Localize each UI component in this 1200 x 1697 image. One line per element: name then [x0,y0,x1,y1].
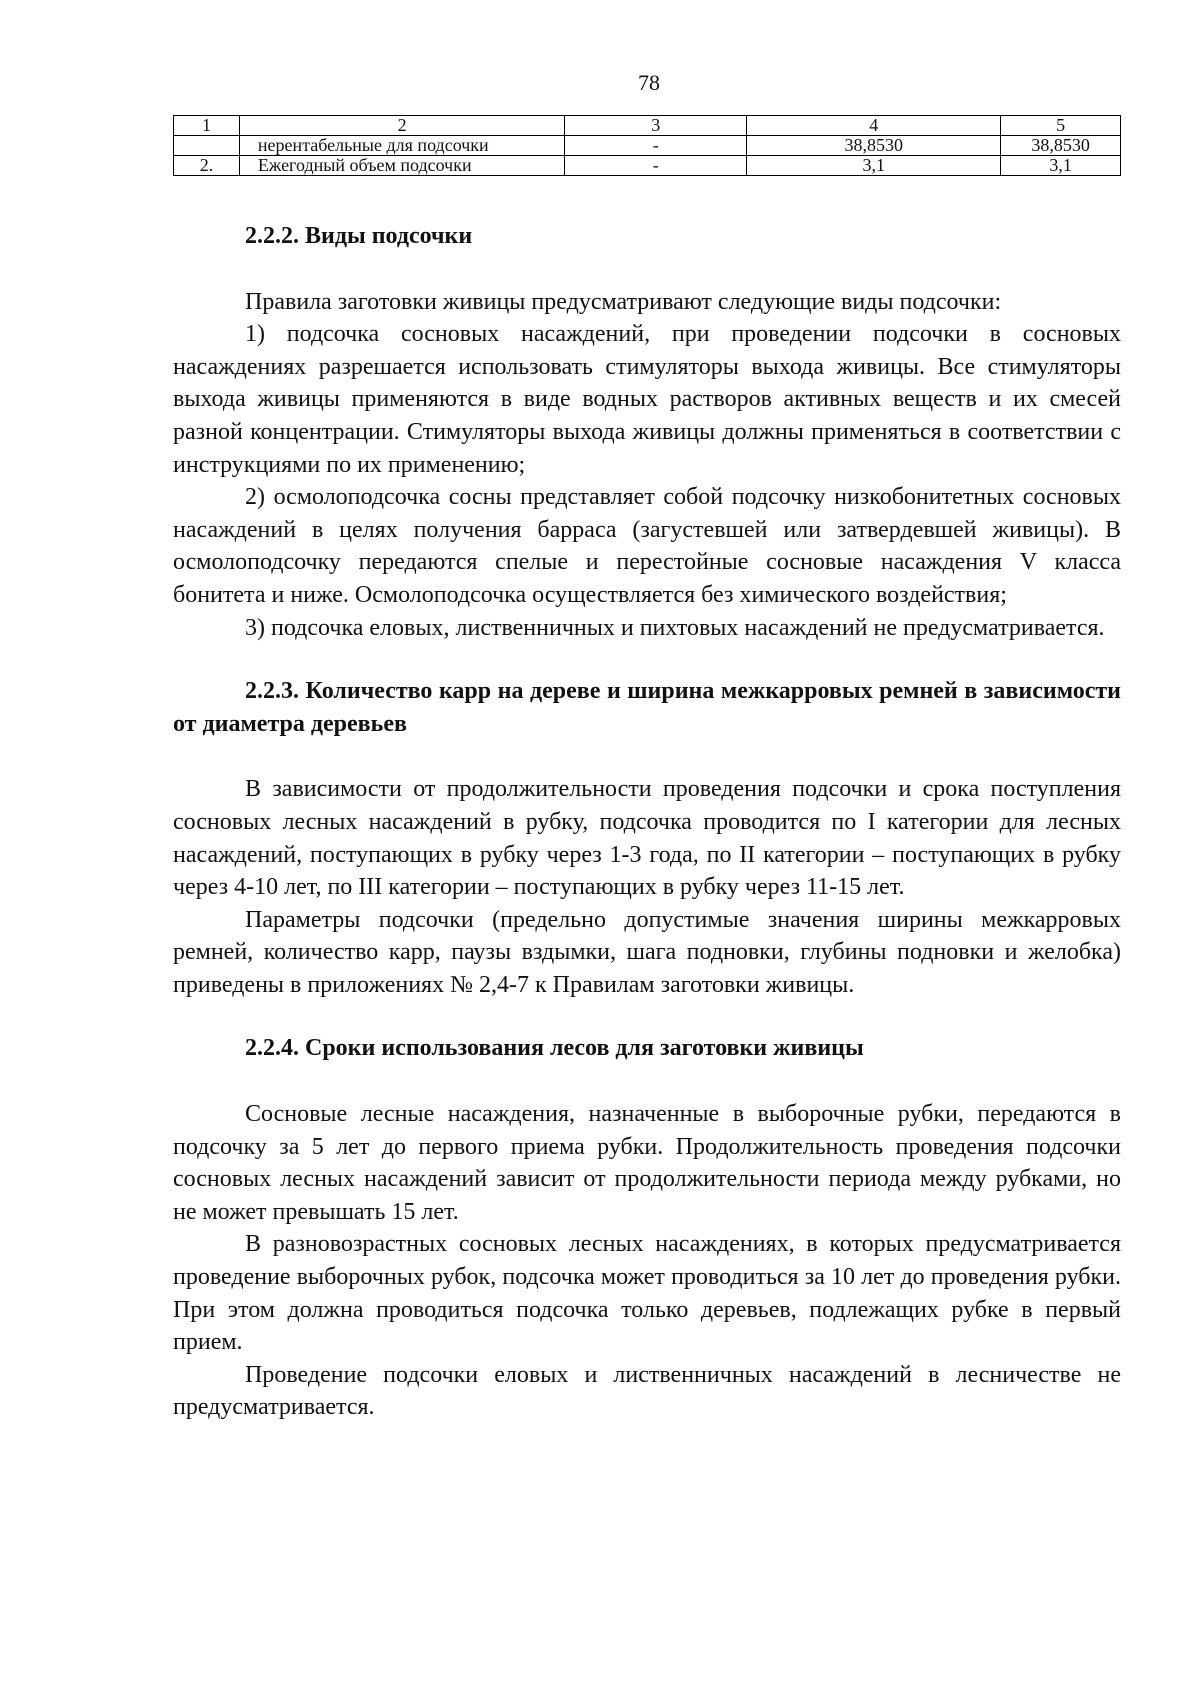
paragraph: В разновозрастных сосновых лесных насаждениях, в которых предусматривается проведение выборочных рубок, подсочка может проводиться за 10 лет до проведения рубки. При этом должна проводиться подсочка только деревьев, подлежащих рубке в первый прием. [173,1231,1121,1356]
table-cell: 3,1 [747,156,1001,176]
paragraph: В зависимости от продолжительности проведения подсочки и срока поступления сосновых лесных насаждений в рубку, подсочка проводится по I категории для лесных насаждений, поступающих в рубку через 1-3 года, по II категории – поступающих в рубку через 4-10 лет, по III категории – поступающих в рубку через 11-15 лет. [173,776,1121,901]
table-cell: 38,8530 [1001,136,1121,156]
table-header-cell: 1 [174,116,240,136]
table-cell: - [565,136,747,156]
table-row [174,156,1121,176]
table-cell: 38,8530 [747,136,1001,156]
page-number: 78 [638,70,660,95]
list-item: 1) подсочка сосновых насаждений, при проведении подсочки в сосновых насаждениях разрешается использовать стимуляторы выхода живицы. Все стимуляторы выхода живицы применяются в виде водных растворов активных веществ и их смесей разной концентрации. Стимуляторы выхода живицы должны применяться в соответствии с инструкциями по их применению; [173,321,1121,478]
paragraph: Сосновые лесные насаждения, назначенные в выборочные рубки, передаются в подсочку за 5 лет до первого приема рубки. Продолжительность проведения подсочки сосновых лесных насаждений зависит от продолжительности периода между рубками, но не может превышать 15 лет. [173,1101,1121,1225]
table-cell [174,136,240,156]
table-row [174,136,1121,156]
table-cell: - [565,156,747,176]
section-heading: 2.2.4. Сроки использования лесов для заготовки живицы [245,1035,864,1062]
table-cell: Ежегодный объем подсочки [239,156,564,176]
table-header-cell: 2 [239,116,564,136]
table-header-row [174,116,1121,136]
section-heading: 2.2.3. Количество карр на дереве и ширина межкарровых ремней в зависимости от диаметра деревьев [173,678,1121,737]
paragraph: Правила заготовки живицы предусматривают следующие виды подсочки: [245,288,1002,315]
table-header-cell: 3 [565,116,747,136]
table-header-cell: 4 [747,116,1001,136]
table-header-cell: 5 [1001,116,1121,136]
continuation-table [173,115,1121,176]
paragraph: Параметры подсочки (предельно допустимые значения ширины межкарровых ремней, количество карр, паузы вздымки, шага подновки, глубины подновки и желобка) приведены в приложениях № 2,4-7 к Правилам заготовки живицы. [173,906,1121,998]
table-cell: нерентабельные для подсочки [239,136,564,156]
list-item: 2) осмолоподсочка сосны представляет собой подсочку низкобонитетных сосновых насаждений в целях получения барраса (загустевшей или затвердевшей живицы). В осмолоподсочку передаются спелые и перестойные сосновые насаждения V класса бонитета и ниже. Осмолоподсочка осуществляется без химического воздействия; [173,484,1121,608]
table-cell: 3,1 [1001,156,1121,176]
section-heading: 2.2.2. Виды подсочки [245,223,473,249]
list-item: 3) подсочка еловых, лиственничных и пихтовых насаждений не предусматривается. [245,614,1105,641]
table-cell: 2. [174,156,240,176]
document-body [173,220,1121,1424]
paragraph: Проведение подсочки еловых и лиственничных насаждений в лесничестве не предусматривается. [173,1361,1121,1421]
